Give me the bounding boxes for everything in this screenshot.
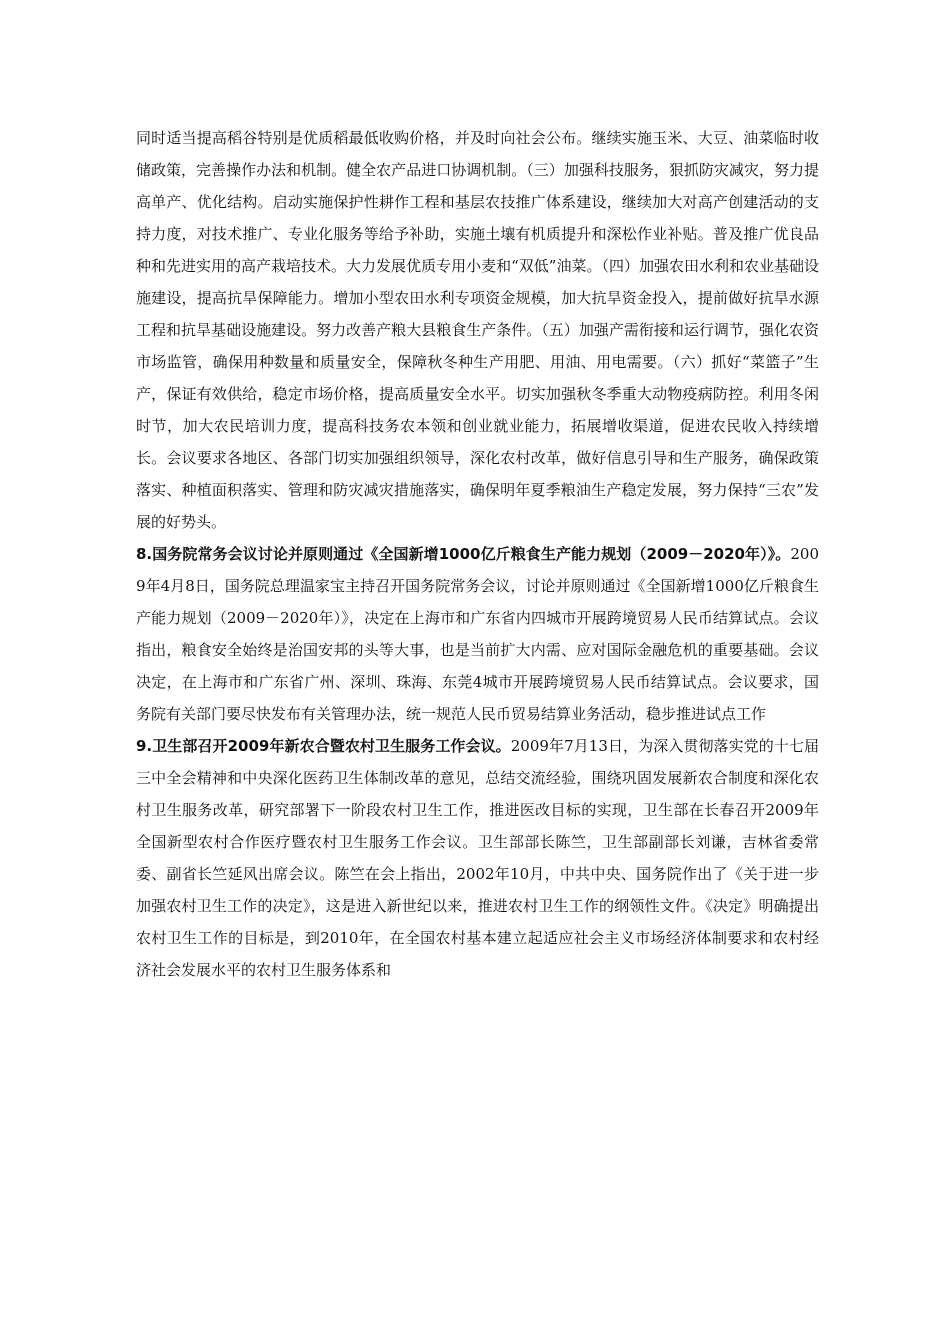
- item-9-heading: 9.卫生部召开2009年新农合暨农村卫生服务工作会议。: [136, 737, 511, 755]
- paragraph-item-9: [136, 730, 819, 986]
- item-8-heading: 8.国务院常务会议讨论并原则通过《全国新增1000亿斤粮食生产能力规划（2009－2020年）》。: [136, 545, 791, 563]
- paragraph-item-8: [136, 538, 819, 730]
- item-9-body: 2009年7月13日，为深入贯彻落实党的十七届三中全会精神和中央深化医药卫生体制改革的意见，总结交流经验，围绕巩固发展新农合制度和深化农村卫生服务改革，研究部署下一阶段农村卫生工作，推进医改目标的实现，卫生部在长春召开2009年全国新型农村合作医疗暨农村卫生服务工作会议。卫生部部长陈竺，卫生部副部长刘谦，吉林省委常委、副省长竺延风出席会议。陈竺在会上指出，2002年10月，中共中央、国务院作出了《关于进一步加强农村卫生工作的决定》，这是进入新世纪以来，推进农村卫生工作的纲领性文件。《决定》明确提出农村卫生工作的目标是，到2010年，在全国农村基本建立起适应社会主义市场经济体制要求和农村经济社会发展水平的农村卫生服务体系和: [136, 737, 820, 979]
- document-page: [136, 122, 819, 986]
- item-8-body: 2009年4月8日，国务院总理温家宝主持召开国务院常务会议，讨论并原则通过《全国新增1000亿斤粮食生产能力规划（2009－2020年）》，决定在上海市和广东省内四城市开展跨境贸易人民币结算试点。会议指出，粮食安全始终是治国安邦的头等大事，也是当前扩大内需、应对国际金融危机的重要基础。会议决定，在上海市和广东省广州、深圳、珠海、东莞4城市开展跨境贸易人民币结算试点。会议要求，国务院有关部门要尽快发布有关管理办法，统一规范人民币贸易结算业务活动，稳步推进试点工作: [136, 545, 819, 723]
- paragraph-continued: 同时适当提高稻谷特别是优质稻最低收购价格，并及时向社会公布。继续实施玉米、大豆、油菜临时收储政策，完善操作办法和机制。健全农产品进口协调机制。（三）加强科技服务，狠抓防灾减灾，努力提高单产、优化结构。启动实施保护性耕作工程和基层农技推广体系建设，继续加大对高产创建活动的支持力度，对技术推广、专业化服务等给予补助，实施土壤有机质提升和深松作业补贴。普及推广优良品种和先进实用的高产栽培技术。大力发展优质专用小麦和“双低”油菜。（四）加强农田水利和农业基础设施建设，提高抗旱保障能力。增加小型农田水利专项资金规模，加大抗旱资金投入，提前做好抗旱水源工程和抗旱基础设施建设。努力改善产粮大县粮食生产条件。（五）加强产需衔接和运行调节，强化农资市场监管，确保用种数量和质量安全，保障秋冬种生产用肥、用油、用电需要。（六）抓好“菜篮子”生产，保证有效供给，稳定市场价格，提高质量安全水平。切实加强秋冬季重大动物疫病防控。利用冬闲时节，加大农民培训力度，提高科技务农本领和创业就业能力，拓展增收渠道，促进农民收入持续增长。会议要求各地区、各部门切实加强组织领导，深化农村改革，做好信息引导和生产服务，确保政策落实、种植面积落实、管理和防灾减灾措施落实，确保明年夏季粮油生产稳定发展，努力保持“三农”发展的好势头。: [136, 129, 819, 531]
